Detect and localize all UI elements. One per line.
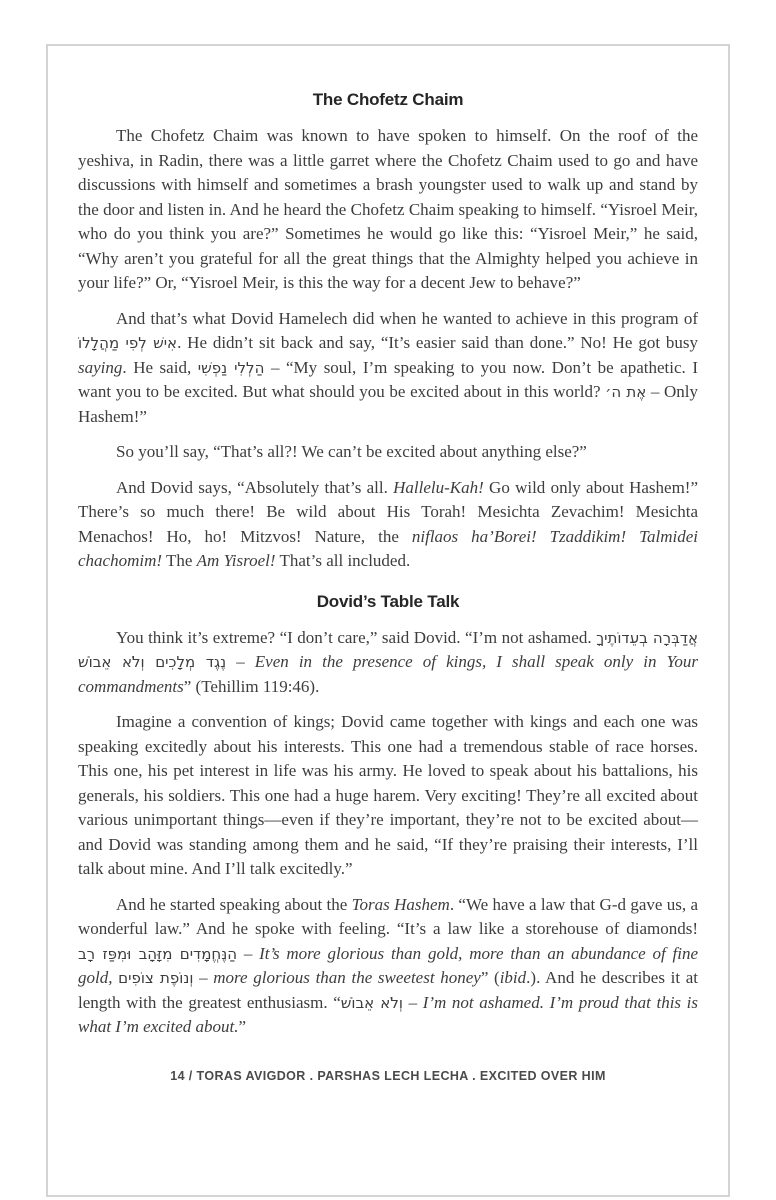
section-heading: The Chofetz Chaim <box>312 90 464 109</box>
text-run: Imagine a convention of kings; Dovid came together with kings and each one was speaking excitedly about his interests. This one had a tremendous stable of race horses. This one, his pet interest in life was his army. He loved to speak about his battalions, his generals, his soldiers. This one had a huge harem. Very exciting! They’re all excited about various unimportant things—even if they’re important, they’re not to be excited about—and Dovid was standing among them and he said, “If they’re praising their interests, I’ll talk about mine. And I’ll talk excitedly.” <box>78 712 698 878</box>
book-page <box>46 44 730 1197</box>
italic-run: Am Yisroel! <box>196 551 276 570</box>
page-footer: 14 / TORAS AVIGDOR . PARSHAS LECH LECHA . EXCITED OVER HIM <box>170 1068 606 1083</box>
italic-run: Toras Hashem <box>351 894 450 914</box>
italic-run: It’s more glorious than gold, more than an abundance of fine gold, <box>78 943 698 987</box>
paragraph <box>78 307 698 430</box>
text-run: And he started speaking about the <box>116 894 352 914</box>
text-run: . He said, <box>122 357 198 377</box>
text-run: ” ( <box>480 968 500 987</box>
text-run: – <box>237 943 260 963</box>
text-run: – Only Hashem!” <box>78 382 699 426</box>
italic-run: ibid <box>499 968 527 987</box>
italic-run: Even in the presence of kings, I shall speak only in Your commandments <box>78 652 699 696</box>
paragraph <box>78 124 698 296</box>
italic-run: I’m not ashamed. I’m proud that this is what I’m excited about. <box>78 992 698 1036</box>
italic-run: niflaos ha’Borei! Tzaddikim! Talmidei chachomim! <box>78 526 699 570</box>
text-run: – <box>402 992 423 1012</box>
text-run: The Chofetz Chaim was known to have spoken to himself. On the roof of the yeshiva, in Radin, there was a little garret where the Chofetz Chaim used to go and have discussions with himself and sometimes a brash youngster used to walk up and stand by the door and listen in. And he heard the Chofetz Chaim speaking to himself. “Yisroel Meir, who do you think you are?” Sometimes he would go like this: “Yisroel Meir,” he said, “Why aren’t you grateful for all the great things that the Almighty helped you achieve in your life?” Or, “Yisroel Meir, is this the way for a decent Jew to behave?” <box>78 126 698 292</box>
hebrew-run: הַלְלִי נַפְשִׁי <box>197 358 265 377</box>
text-run: ” (Tehillim 119:46). <box>183 676 320 696</box>
paragraph <box>78 626 698 700</box>
hebrew-run: וְנוֹפֶת צוֹפִים <box>118 969 194 987</box>
text-run: Go wild only about Hashem!” There’s so much there! Be wild about His Torah! Mesichta Zevachim! Mesichta Menachos! Ho, ho! Mitzvos! Nature, the <box>78 477 699 546</box>
text-run: That’s all included. <box>275 551 411 570</box>
text-run: And that’s what Dovid Hamelech did when he wanted to achieve in this program of <box>116 308 698 328</box>
text-run: ” <box>238 1017 247 1036</box>
paragraph <box>78 440 698 465</box>
text-run: . “We have a law that G-d gave us, a wonderful law.” And he spoke with feeling. “It’s a law like a storehouse of diamonds! <box>78 894 699 938</box>
text-run: .). And he describes it at length with the greatest enthusiasm. “ <box>78 968 699 1012</box>
italic-run: Hallelu-Kah! <box>393 477 484 497</box>
text-run: . He didn’t sit back and say, “It’s easier said than done.” No! He got busy <box>177 333 698 352</box>
text-run: And Dovid says, “Absolutely that’s all. <box>116 477 394 497</box>
hebrew-run: וְלֹא אֵבוֹשׁ <box>340 993 403 1012</box>
paragraph <box>78 893 698 1040</box>
article-body <box>78 90 698 1040</box>
italic-run: more glorious than the sweetest honey <box>213 968 481 987</box>
text-run: So you’ll say, “That’s all?! We can’t be excited about anything else?” <box>116 442 587 461</box>
section-heading: Dovid’s Table Talk <box>316 591 460 611</box>
text-run: – <box>193 968 214 987</box>
hebrew-run: אֲדַבְּרָה בְעֵדוֹתֶיךָ נֶגֶד מְלָכִים וְלֹא אֵבוֹשׁ <box>78 628 698 671</box>
hebrew-run: אִישׁ לְפִי מַהֲלָלוֹ <box>78 334 178 352</box>
paragraph <box>78 476 698 574</box>
text-run: – <box>226 652 255 671</box>
hebrew-run: הַנֶּחֱמָדִים מִזָּהָב וּמִפַּז רָב <box>78 944 238 963</box>
text-run: You think it’s extreme? “I don’t care,” said Dovid. “I’m not ashamed. <box>116 627 597 647</box>
text-run: The <box>162 551 197 570</box>
paragraph <box>78 710 698 882</box>
text-run: – “My soul, I’m speaking to you now. Don’t be apathetic. I want you to be excited. But what should you be excited about in this world? <box>78 357 698 401</box>
italic-run: saying <box>78 357 123 377</box>
hebrew-run: אֶת ה׳ <box>605 383 647 401</box>
